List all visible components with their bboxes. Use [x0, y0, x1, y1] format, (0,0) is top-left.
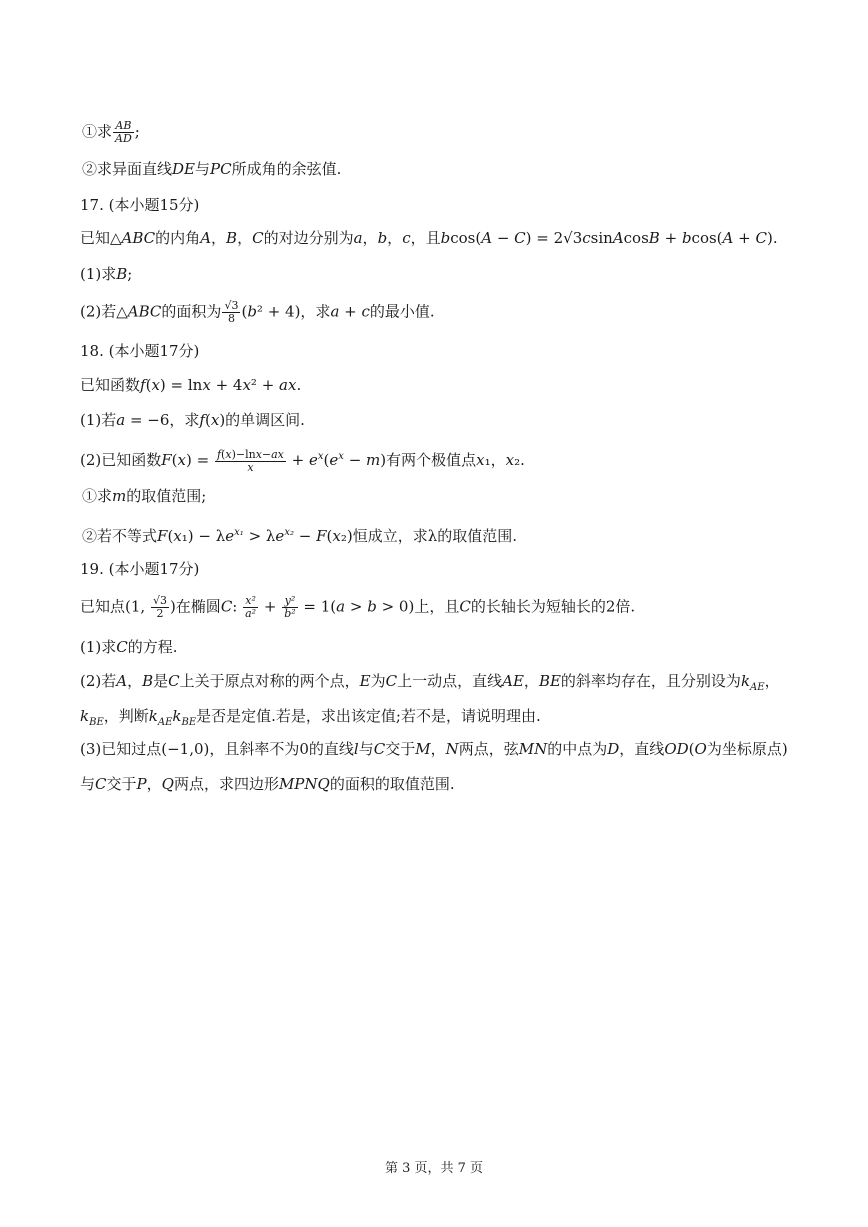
q19-part-1: (1)求C的方程.	[80, 638, 178, 656]
q18-stem: 已知函数f(x) = lnx + 4x² + ax.	[80, 376, 302, 394]
fraction-sqrt3-2: $\frac{√3}{2}$	[152, 594, 167, 620]
page-footer: 第 3 页，共 7 页	[384, 1161, 484, 1176]
q19-part-2-line1: (2)若A，B是C上关于原点对称的两个点，E为C上一动点，直线AE，BE的斜率均存在，且分别设为$k_{AE}$，	[80, 672, 780, 693]
q18-part-2a: ①求m的取值范围;	[82, 487, 207, 505]
q18-part-2b: ②若不等式$F(x_1) - \lambda e^{x_1} > \lambda e^{x_2} - F(x_2)$恒成立，求λ的取值范围.	[82, 527, 517, 545]
q16-part-2: ②求异面直线DE与PC所成角的余弦值.	[82, 160, 342, 178]
q17-part-1: (1)求B;	[80, 265, 133, 283]
q19-part-3-line2: 与C交于P，Q两点，求四边形MPNQ的面积的取值范围.	[80, 775, 455, 793]
q17-part-2: (2)若△ABC的面积为 $\frac{√3}{8}$ (b² + 4)，求a + c的最小值.	[80, 299, 435, 325]
q19-stem: 已知点(1, $\frac{√3}{2}$ )在椭圆C: $\frac{\text{x²}}{\text{a²}}$ + $\frac{\text{y²}}{\text{b²}}$ = 1(a > b > 0)上，且C的长轴长为短轴长的2倍.	[80, 594, 636, 620]
fraction-y2-b2: $\frac{\text{y²}}{\text{b²}}$	[284, 594, 296, 620]
fraction-x2-a2: $\frac{\text{x²}}{\text{a²}}$	[245, 594, 257, 620]
fraction-fx: $\frac{f(x)-\ln x-ax}{x}$	[216, 447, 284, 474]
fraction-ab-ad: $\frac{AB}{AD}$	[115, 119, 132, 145]
q18-heading: 18. (本小题17分)	[80, 342, 200, 360]
q17-stem: 已知△ABC的内角A，B，C的对边分别为a，b，c，且bcos(A − C) = 2√3csinAcosB + bcos(A + C).	[80, 229, 778, 247]
q16-part-1: ①求 $\frac{AB}{AD}$ ;	[82, 119, 140, 145]
q18-part-1: (1)若a = −6，求f(x)的单调区间.	[80, 411, 305, 429]
q17-heading: 17. (本小题15分)	[80, 196, 200, 214]
q18-part-2: (2)已知函数F(x) = $\frac{f(x)-\ln x-ax}{x}$ + $e^x(e^x - m)$有两个极值点x₁，x₂.	[80, 447, 525, 474]
fraction-sqrt3-8: $\frac{√3}{8}$	[224, 299, 239, 325]
q19-part-3-line1: (3)已知过点(−1,0)，且斜率不为0的直线l与C交于M，N两点，弦MN的中点为D，直线OD(O为坐标原点)	[80, 740, 788, 758]
q19-part-2-line2: $k_{BE}$，判断$k_{AE}k_{BE}$是否是定值.若是，求出该定值;若不是，请说明理由.	[80, 707, 541, 728]
q19-heading: 19. (本小题17分)	[80, 560, 200, 578]
